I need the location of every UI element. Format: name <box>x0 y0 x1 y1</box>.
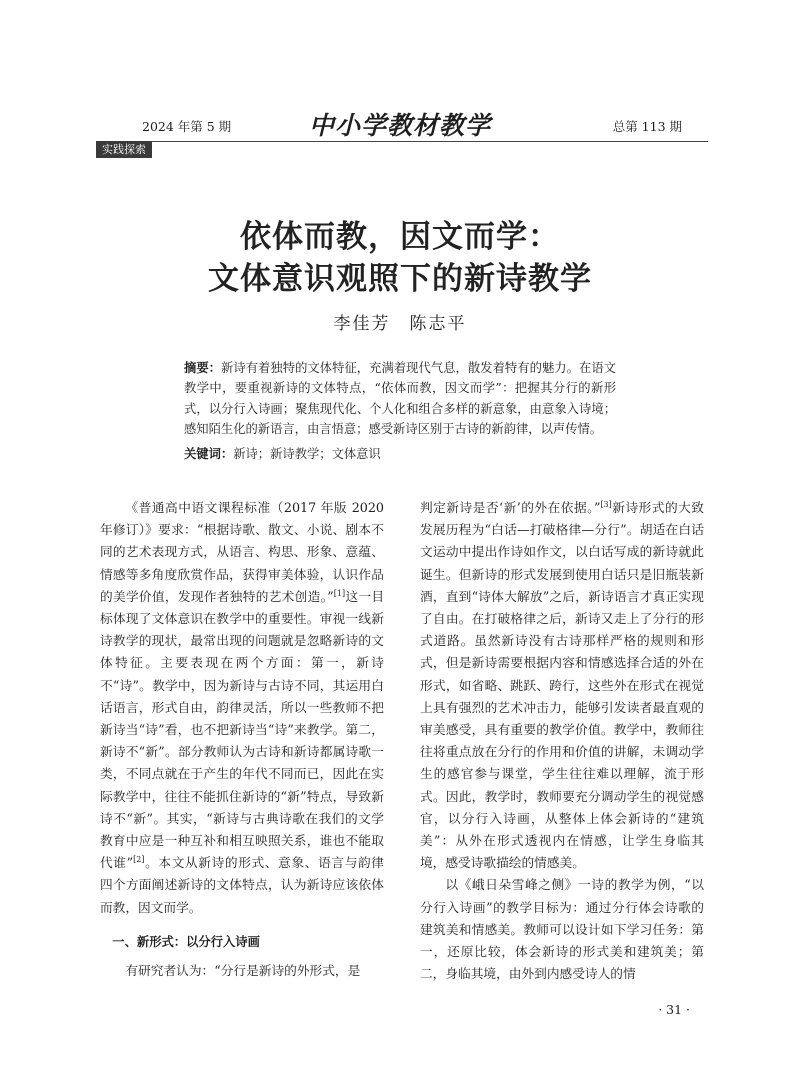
authors: 李佳芳 陈志平 <box>333 314 467 334</box>
keywords-label: 关键词： <box>184 447 234 461</box>
header-rule <box>96 141 708 142</box>
article-title-line-2: 文体意识观照下的新诗教学 <box>208 261 592 297</box>
body-paragraph <box>420 497 704 874</box>
body-paragraph: 以《峨日朵雪峰之侧》一诗的教学为例，“以分行入诗画”的教学目标为：通过分行体会诗歌的建筑美和情感美。教师可以设计如下学习任务：第一，还原比较，体会新诗的形式美和建筑美；第二，身临其境，由外到内感受诗人的情 <box>420 877 704 982</box>
article-title-line-1: 依体而教，因文而学： <box>240 219 560 255</box>
reference-marker[interactable]: [1] <box>333 588 346 598</box>
section-tag: 实践探索 <box>96 141 152 158</box>
paragraph-text: 。本文从新诗的形式、意象、语言与韵律四个方面阐述新诗的文体特点，认为新诗应该依体而教，因文而学。 <box>100 855 384 915</box>
abstract <box>184 358 616 439</box>
reference-marker[interactable]: [3] <box>600 499 612 509</box>
body-column-left <box>100 497 384 982</box>
page-number: · 31 · <box>658 1002 690 1017</box>
paragraph-text: 《普通高中语文课程标准（2017 年版 2020 年修订）》要求：“根据诗歌、散文、小说、剧本不同的艺术表现方式，从语言、构思、形象、意蕴、情感等多角度欣赏作品，获得审美体验，认识作品的美学价值，发现作者独特的艺术创造。” <box>100 500 384 604</box>
keywords-text: 新诗；新诗教学；文体意识 <box>233 447 381 461</box>
abstract-text: 新诗有着独特的文体特征，充满着现代气息，散发着特有的魅力。在语文教学中，要重视新诗的文体特点，“依体而教，因文而学”：把握其分行的新形式，以分行入诗画；聚焦现代化、个人化和组合多样的新意象，由意象入诗境；感知陌生化的新语言，由言悟意；感受新诗区别于古诗的新韵律，以声传情。 <box>184 361 616 436</box>
total-issue-label: 总第 113 期 <box>612 119 682 134</box>
journal-name: 中小学教材教学 <box>308 111 491 140</box>
body-column-right <box>420 497 704 985</box>
reference-marker[interactable]: [2] <box>133 855 145 865</box>
paragraph-text: 判定新诗是否‘新’的外在依据。” <box>420 500 601 515</box>
paragraph-text: 新诗形式的大致发展历程为“白话—打破格律—分行”。胡适在白话文运动中提出作诗如作文，以白话写成的新诗就此诞生。但新诗的形式发展到使用白话只是旧瓶装新酒，直到“诗体大解放”之后，新诗语言才真正实现了自由。在打破格律之后，新诗又走上了分行的形式道路。虽然新诗没有古诗那样严格的规则和形式，但是新诗需要根据内容和情感选择合适的外在形式，如省略、跳跃、跨行，这些外在形式在视觉上具有强烈的艺术冲击力，能够引发读者最直观的审美感受，具有重要的教学价值。教学中，教师往往将重点放在分行的作用和价值的讲解，未调动学生的感官参与课堂，学生往往难以理解，流于形式。因此，教学时，教师要充分调动学生的视觉感官，以分行入诗画，从整体上体会新诗的“建筑美”：从外在形式透视内在情感，让学生身临其境，感受诗歌描绘的情感美。 <box>420 500 704 871</box>
keywords <box>184 444 616 464</box>
paragraph-text: 这一目标体现了文体意识在教学中的重要性。审视一线新诗教学的现状，最常出现的问题就是忽略新诗的文体特征。主要表现在两个方面：第一，新诗不“诗”。教学中，因为新诗与古诗不同，其运用白话语言，形式自由，韵律灵活，所以一些教师不把新诗当“诗”看，也不把新诗当“诗”来教学。第二，新诗不“新”。部分教师认为古诗和新诗都属诗歌一类，不同点就在于产生的年代不同而已，因此在实际教学中，往往不能抓住新诗的“新”特点，导致新诗不“新”。其实，“新诗与古典诗歌在我们的文学教育中应是一种互补和相互映照关系，谁也不能取代谁” <box>100 588 385 871</box>
issue-label: 2024 年第 5 期 <box>142 119 232 134</box>
body-paragraph: 有研究者认为：“分行是新诗的外形式，是 <box>125 963 361 979</box>
section-heading: 一、新形式：以分行入诗画 <box>112 934 260 949</box>
abstract-label: 摘要： <box>184 361 222 375</box>
body-paragraph <box>100 497 384 919</box>
